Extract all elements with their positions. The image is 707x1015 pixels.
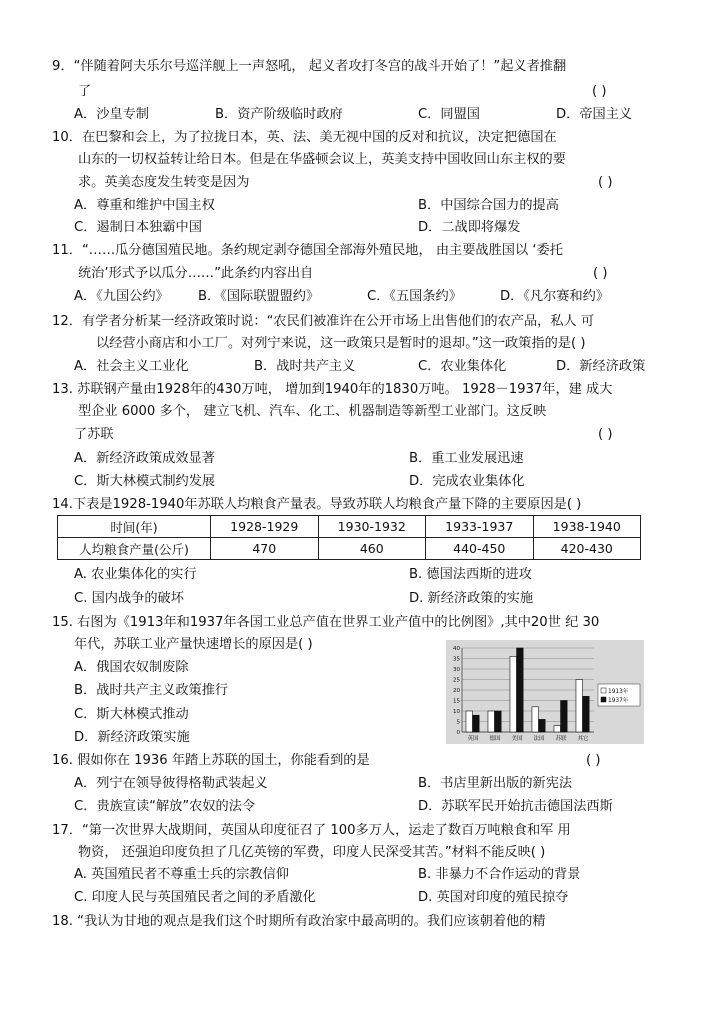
bar-series2 <box>561 701 568 733</box>
bar-series2 <box>473 715 480 732</box>
q13-stem: 13. 苏联钢产量由1928年的430万吨， 增加到1940年的1830万吨。 1928－1937年，建 成大 <box>52 382 613 397</box>
bar-series2 <box>517 648 524 732</box>
bar-series2 <box>539 719 546 732</box>
q17-option-a[interactable]: A. 英国殖民者不尊重士兵的宗教信仰 <box>74 867 289 882</box>
industry-share-bar-chart <box>446 640 644 744</box>
q14-option-c[interactable]: C. 国内战争的破坏 <box>74 591 184 606</box>
q11-answer-blank[interactable]: ( ) <box>593 266 608 281</box>
q13-option-c[interactable]: C．斯大林模式制约发展 <box>74 474 216 489</box>
table-header-cell: 时间(年) <box>58 516 211 538</box>
y-tick-label: 0 <box>456 730 460 736</box>
q9-answer-blank[interactable]: ( ) <box>592 84 607 99</box>
q12-option-c[interactable]: C．农业集体化 <box>418 359 507 374</box>
x-tick-label: 苏联 <box>555 736 567 742</box>
bar-series1 <box>532 707 539 732</box>
y-tick-label: 40 <box>453 646 460 652</box>
bar-series1 <box>510 656 517 732</box>
q16-option-a[interactable]: A．列宁在领导彼得格勒武装起义 <box>74 776 268 791</box>
table-cell: 470 <box>211 538 319 560</box>
q13-option-b[interactable]: B．重工业发展迅速 <box>409 451 524 466</box>
q9-option-c[interactable]: C．同盟国 <box>418 107 480 122</box>
bar-series1 <box>466 711 473 732</box>
table-header-cell: 1938-1940 <box>533 516 641 538</box>
q17-option-d[interactable]: D. 英国对印度的殖民掠夺 <box>418 890 569 905</box>
q11-option-b[interactable]: B．《国际联盟盟约》 <box>198 289 320 304</box>
q12-option-d[interactable]: D．新经济政策 <box>556 359 646 374</box>
q11-option-a[interactable]: A．《九国公约》 <box>74 289 169 304</box>
table-cell: 460 <box>318 538 426 560</box>
q10-stem-cont2: 求。英美态度发生转变是因为 <box>78 175 250 190</box>
legend-swatch <box>601 688 606 693</box>
q14-stem: 14.下表是1928-1940年苏联人均粮食产量表。导致苏联人均粮食产量下降的主要原因是( ) <box>52 497 582 512</box>
q12-stem: 12．有学者分析某一经济政策时说：“农民们被准许在公开市场上出售他们的农产品，私人 可 <box>52 314 595 329</box>
q11-stem: 11．“……瓜分德国殖民地。条约规定剥夺德国全部海外殖民地， 由主要战胜国以 ‘委托 <box>52 243 563 258</box>
legend-label: 1937年 <box>608 698 629 704</box>
q10-option-b[interactable]: B．中国综合国力的提高 <box>418 198 559 213</box>
table-cell: 人均粮食产量(公斤) <box>58 538 211 560</box>
q13-answer-blank[interactable]: ( ) <box>598 427 613 442</box>
bar-series1 <box>576 680 583 733</box>
q16-option-d[interactable]: D．苏联军民开始抗击德国法西斯 <box>418 799 613 814</box>
q9-stem-cont: 了 <box>78 84 92 99</box>
q14-option-d[interactable]: D. 新经济政策的实施 <box>409 591 534 606</box>
q13-option-a[interactable]: A．新经济政策成效显著 <box>74 451 215 466</box>
q16-option-c[interactable]: C．贵族宣读“解放”农奴的法令 <box>74 799 256 814</box>
q12-option-a[interactable]: A．社会主义工业化 <box>74 359 189 374</box>
bar-series1 <box>554 726 561 732</box>
q9-stem: 9．“伴随着阿夫乐尔号巡洋舰上一声怒吼， 起义者攻打冬宫的战斗开始了！”起义者推翻 <box>52 59 567 74</box>
q16-option-b[interactable]: B．书店里新出版的新宪法 <box>418 776 573 791</box>
bar-series2 <box>495 711 502 732</box>
bar-series2 <box>583 696 590 732</box>
y-tick-label: 15 <box>453 698 460 705</box>
y-tick-label: 30 <box>453 667 460 673</box>
q9-option-d[interactable]: D．帝国主义 <box>556 107 633 122</box>
table-cell: 420-430 <box>533 538 641 560</box>
q15-stem-cont: 年代，苏联工业产量快速增长的原因是( ) <box>74 637 313 652</box>
q17-stem: 17．“第一次世界大战期间，英国从印度征召了 100多万人，运走了数百万吨粮食和军 用 <box>52 823 571 838</box>
q14-grain-table <box>57 515 641 560</box>
q18-stem: 18. “我认为甘地的观点是我们这个时期所有政治家中最高明的。我们应该朝着他的精 <box>52 914 546 929</box>
q15-option-a[interactable]: A．俄国农奴制废除 <box>74 660 189 675</box>
q12-stem-cont: 以经营小商店和小工厂。对列宁来说，这一政策只是暂时的退却。”这一政策指的是( ) <box>96 336 586 351</box>
bar-series1 <box>488 711 495 732</box>
q10-stem: 10．在巴黎和会上，为了拉拢日本，英、法、美无视中国的反对和抗议，决定把德国在 <box>52 130 557 145</box>
q13-stem-cont2: 了苏联 <box>74 427 114 442</box>
q10-answer-blank[interactable]: ( ) <box>598 175 613 190</box>
y-tick-label: 10 <box>453 709 460 715</box>
q14-option-a[interactable]: A. 农业集体化的实行 <box>74 567 197 582</box>
legend-label: 1913年 <box>608 689 629 695</box>
x-tick-label: 其它 <box>577 736 589 742</box>
q10-option-c[interactable]: C．遏制日本独霸中国 <box>74 220 202 235</box>
table-header-cell: 1928-1929 <box>211 516 319 538</box>
table-row <box>58 538 641 560</box>
q11-option-c[interactable]: C．《五国条约》 <box>367 289 462 304</box>
q15-option-d[interactable]: D．新经济政策实施 <box>74 730 190 745</box>
q17-stem-cont: 物资， 还强迫印度负担了几亿英镑的军费，印度人民深受其苦。”材料不能反映( ) <box>78 845 546 860</box>
y-tick-label: 25 <box>453 677 460 684</box>
q15-stem: 15. 右图为《1913年和1937年各国工业总产值在世界工业产值中的比例图》,其中20世 纪 30 <box>52 615 600 630</box>
q11-option-d[interactable]: D．《凡尔赛和约》 <box>500 289 610 304</box>
q15-option-c[interactable]: C．斯大林模式推动 <box>74 707 189 722</box>
y-tick-label: 5 <box>456 719 460 726</box>
q10-option-d[interactable]: D．二战即将爆发 <box>418 220 521 235</box>
x-tick-label: 德国 <box>489 736 501 742</box>
table-header-cell: 1930-1932 <box>318 516 426 538</box>
q13-option-d[interactable]: D．完成农业集体化 <box>409 474 525 489</box>
q9-option-a[interactable]: A．沙皇专制 <box>74 107 149 122</box>
q17-option-c[interactable]: C. 印度人民与英国殖民者之间的矛盾激化 <box>74 890 316 905</box>
y-tick-label: 20 <box>453 688 460 694</box>
q17-option-b[interactable]: B. 非暴力不合作运动的背景 <box>418 867 581 882</box>
q14-option-b[interactable]: B. 德国法西斯的进攻 <box>409 567 532 582</box>
y-tick-label: 35 <box>453 656 460 663</box>
q13-stem-cont1: 型企业 6000 多个， 建立飞机、汽车、化工、机器制造等新型工业部门。这反映 <box>78 404 547 419</box>
table-header-cell: 1933-1937 <box>426 516 534 538</box>
q9-option-b[interactable]: B．资产阶级临时政府 <box>215 107 343 122</box>
q11-stem-cont: 统治’形式予以瓜分……”此条约内容出自 <box>78 266 314 281</box>
table-cell: 440-450 <box>426 538 534 560</box>
x-tick-label: 英国 <box>467 736 479 742</box>
table-row <box>58 516 641 538</box>
x-tick-label: 法国 <box>533 736 545 742</box>
q16-answer-blank[interactable]: ( ) <box>586 753 601 768</box>
legend-swatch <box>601 697 606 702</box>
q16-stem: 16. 假如你在 1936 年踏上苏联的国土，你能看到的是 <box>52 753 370 768</box>
q12-option-b[interactable]: B．战时共产主义 <box>254 359 356 374</box>
q15-option-b[interactable]: B．战时共产主义政策推行 <box>74 683 229 698</box>
x-tick-label: 美国 <box>511 736 523 742</box>
q10-stem-cont1: 山东的一切权益转让给日本。但是在华盛顿会议上，英美支持中国收回山东主权的要 <box>78 152 566 167</box>
q10-option-a[interactable]: A．尊重和维护中国主权 <box>74 198 215 213</box>
